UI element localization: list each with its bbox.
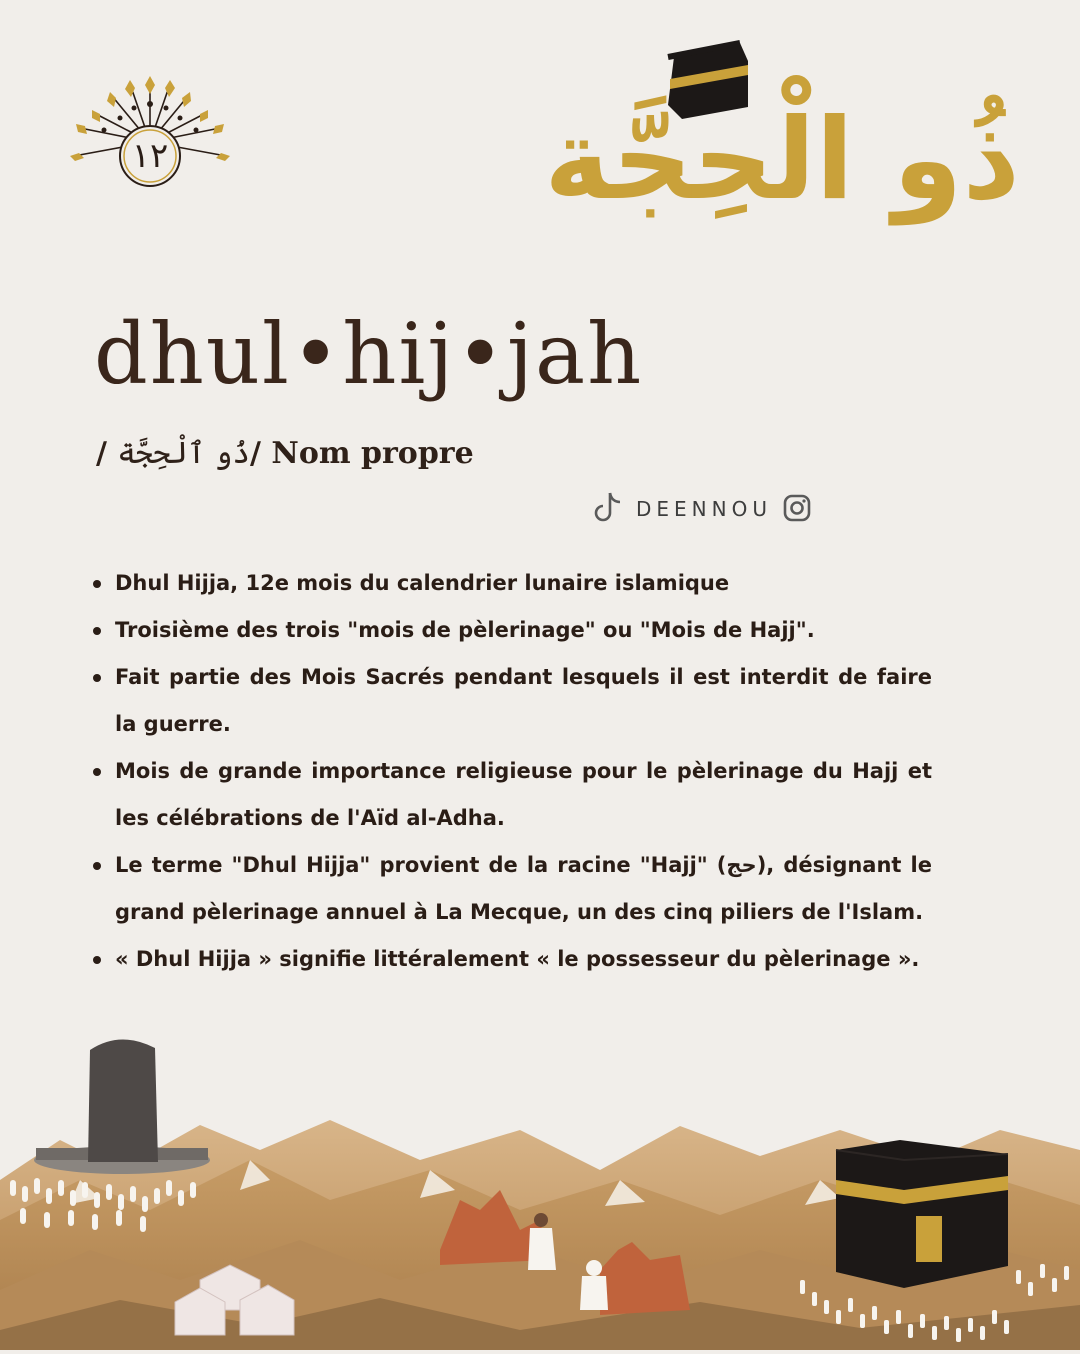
- arabic-word: ذُو ٱلْحِجَّة: [117, 436, 250, 471]
- instagram-icon[interactable]: [782, 493, 812, 523]
- tiktok-icon[interactable]: [592, 490, 626, 526]
- part-of-speech-line: [96, 436, 474, 471]
- pos-prefix: /: [96, 436, 118, 471]
- page-title: dhul•hij•jah: [94, 305, 644, 403]
- calligraphy-text: ذُو الْحِجَّة: [544, 95, 1020, 225]
- pilgrimage-scene-illustration: [0, 1030, 1080, 1350]
- social-handle: [592, 490, 812, 526]
- sunburst-ornament-icon: [68, 72, 232, 196]
- month-number-badge: [68, 72, 232, 196]
- mountains-illustration: [0, 1030, 1080, 1350]
- list-item: Le terme "Dhul Hijja" provient de la racine "Hajj" (حج), désignant le grand pèlerinage annuel à La Mecque, un des cinq piliers de l'Islam.: [92, 842, 932, 936]
- list-item: « Dhul Hijja » signifie littéralement « le possesseur du pèlerinage ».: [92, 936, 932, 983]
- list-item: Fait partie des Mois Sacrés pendant lesquels il est interdit de faire la guerre.: [92, 654, 932, 748]
- list-item: Dhul Hijja, 12e mois du calendrier lunaire islamique: [92, 560, 932, 607]
- definition-list: [92, 560, 932, 983]
- handle-text: DEENNOU: [636, 497, 772, 521]
- pos-label: / Nom propre: [250, 436, 474, 471]
- calligraphy-title: [544, 35, 1030, 245]
- badge-number: ١٢: [131, 136, 169, 176]
- list-item: Troisième des trois "mois de pèlerinage" ou "Mois de Hajj".: [92, 607, 932, 654]
- list-item: Mois de grande importance religieuse pour le pèlerinage du Hajj et les célébrations de l'Aïd al-Adha.: [92, 748, 932, 842]
